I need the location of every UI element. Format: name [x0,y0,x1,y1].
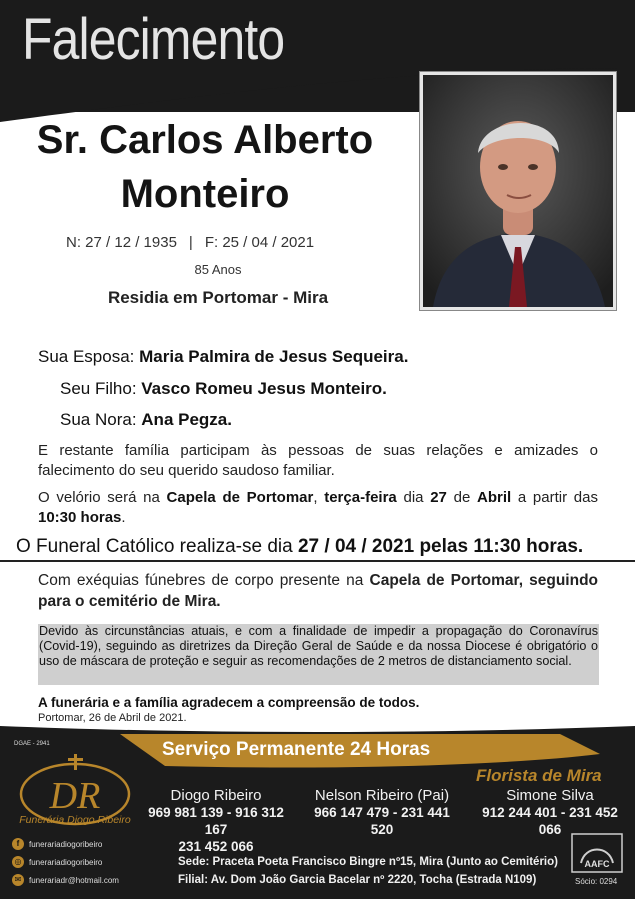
exequies-place: Capela de Portomar [369,572,519,589]
exequies-info: Com exéquias fúnebres de corpo presente na Capela de Portomar, seguindo para o cemitério de Mira. [38,572,599,610]
announcement-text: E restante família participam às pessoas de suas relações e amizades o falecimento do seu querido saudoso familiar. [38,442,598,479]
wake-date: 27 [430,489,447,506]
wake-place: Capela de Portomar [166,489,314,506]
dates [66,234,314,251]
contact-diogo: Diogo Ribeiro 969 981 139 - 916 312 167 231 452 066 [148,787,284,854]
age: 85 Anos [194,262,242,277]
son-role: Seu Filho: [60,379,137,398]
social-instagram[interactable]: ◎ funerariadiogoribeiro [12,856,102,868]
family-daughter-in-law [60,410,232,430]
funeral-info: O Funeral Católico realiza-se dia 27 / 04 / 2021 pelas 11:30 horas. [16,536,584,557]
wake-info: O velório será na Capela de Portomar, terça-feira dia 27 de Abril a partir das 10:30 horas. [38,489,598,526]
association-logo [571,833,623,873]
page-title: Falecimento [22,7,285,72]
son-name: Vasco Romeu Jesus Monteiro. [141,379,387,398]
contact-nelson: Nelson Ribeiro (Pai) 966 147 479 - 231 441 520 [314,787,450,837]
divider [0,560,635,562]
family-spouse [38,347,408,367]
contact-simone: Simone Silva 912 244 401 - 231 452 066 [482,787,618,837]
brand-name: Funerária Diogo Ribeiro [19,814,131,826]
facebook-icon: f [12,838,24,850]
date-separator: | [188,234,193,251]
address-headquarters: Sede: Praceta Poeta Francisco Bingre nº15, Mira (Junto ao Cemitério) [178,856,558,868]
social-email[interactable]: ✉ funerariadr@hotmail.com [12,874,119,886]
funeral-date-time: 27 / 04 / 2021 pelas 11:30 horas. [297,536,584,557]
dgae-number: DGAE - 2941 [14,741,50,747]
thanks-text: A funerária e a família agradecem a compreensão de todos. [38,695,420,710]
residence: Residia em Portomar - Mira [107,288,329,307]
spouse-role: Sua Esposa: [38,347,135,366]
birth-date: N: 27 / 12 / 1935 [66,234,177,251]
wake-day: terça-feira [324,489,397,506]
deceased-name-line1: Sr. Carlos Alberto [36,118,374,162]
service-banner: Serviço Permanente 24 Horas [162,739,431,760]
portrait-photo [420,72,616,310]
covid-notice: Devido às circunstâncias atuais, e com a finalidade de impedir a propagação do Coronavírus (Covid-19), seguindo as diretrizes da Direção Geral de Saúde e da nossa Diocese é obrigatório o uso de máscara de proteção e seguir as recomendações de 2 metros de distanciamento social. [38,624,599,685]
address-branch: Filial: Av. Dom João Garcia Bacelar nº 2220, Tocha (Estrada N109) [178,874,537,886]
wake-month: Abril [477,489,512,506]
email-icon: ✉ [12,874,24,886]
daughter-in-law-role: Sua Nora: [60,410,137,429]
place-date: Portomar, 26 de Abril de 2021. [38,712,187,724]
daughter-in-law-name: Ana Pegza. [141,410,232,429]
wake-time: 10:30 horas [38,509,122,526]
member-number: Sócio: 0294 [575,877,618,886]
florist-name: Florista de Mira [476,766,602,785]
death-date: F: 25 / 04 / 2021 [204,234,315,251]
social-facebook[interactable]: f funerariadiogoribeiro [12,838,102,850]
association-mark: AAFC [584,859,610,869]
logo-letters: DR [49,775,101,817]
family-son [60,379,387,399]
spouse-name: Maria Palmira de Jesus Sequeira. [139,347,409,366]
instagram-icon: ◎ [12,856,24,868]
deceased-name-line2: Monteiro [120,172,290,216]
